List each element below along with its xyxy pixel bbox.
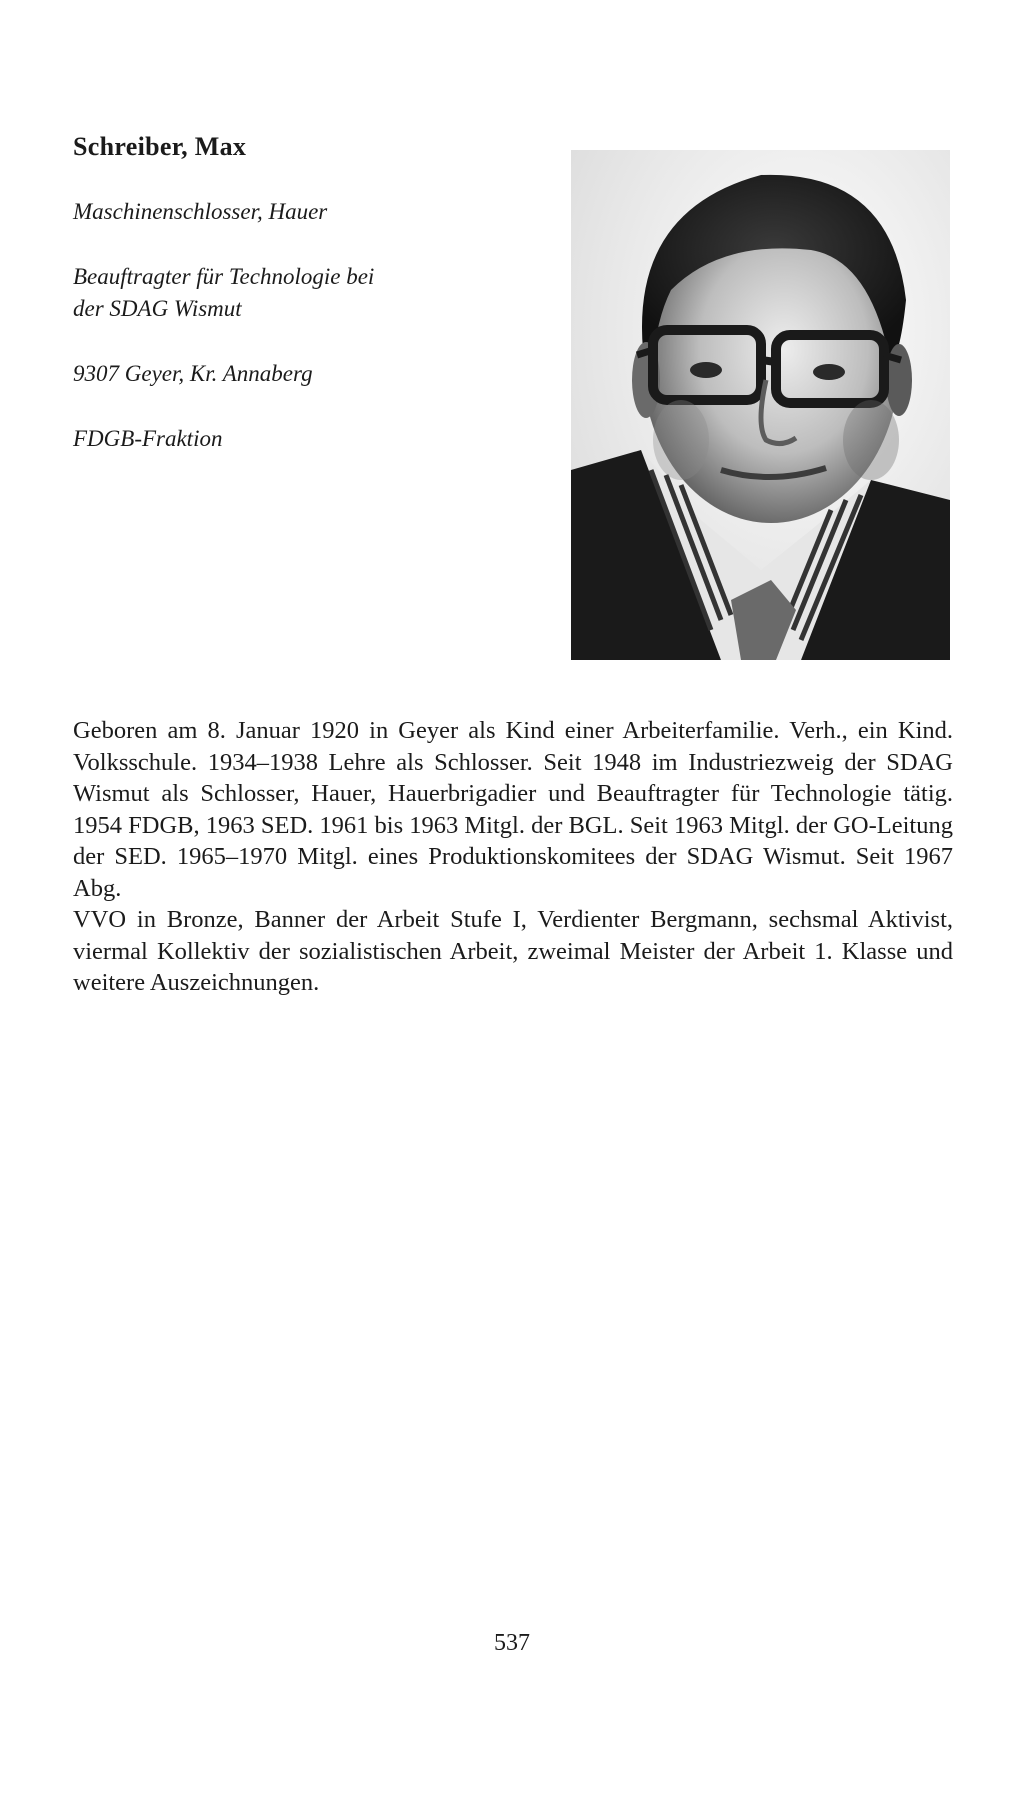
person-name: Schreiber, Max [73, 132, 247, 161]
faction: FDGB-Fraktion [73, 426, 223, 451]
entry-header [73, 130, 553, 488]
position-line-1: Beauftragter für Technologie bei [73, 264, 375, 289]
position [73, 261, 553, 325]
position-line-2: der SDAG Wismut [73, 296, 242, 321]
portrait-photo [571, 150, 950, 660]
biography [73, 715, 953, 999]
page-number: 537 [494, 1630, 530, 1656]
biography-paragraph-2: VVO in Bronze, Banner der Arbeit Stufe I, Verdienter Bergmann, sechsmal Aktivist, viermal Kollektiv der sozialistischen Arbeit, zweimal Meister der Arbeit 1. Klasse und weitere Auszeichnungen. [73, 906, 953, 996]
biography-paragraph-1: Geboren am 8. Januar 1920 in Geyer als Kind einer Arbeiterfamilie. Verh., ein Kind. Volksschule. 1934–1938 Lehre als Schlosser. Seit 1948 im Industriezweig der SDAG Wismut als Schlosser, Hauer, Hauerbrigadier und Beauftragter für Technologie tätig. 1954 FDGB, 1963 SED. 1961 bis 1963 Mitgl. der BGL. Seit 1963 Mitgl. der GO-Leitung der SED. 1965–1970 Mitgl. eines Produktionskomitees der SDAG Wismut. Seit 1967 Abg. [73, 717, 953, 902]
address: 9307 Geyer, Kr. Annaberg [73, 361, 313, 386]
profession: Maschinenschlosser, Hauer [73, 199, 328, 224]
portrait-image [571, 150, 950, 660]
